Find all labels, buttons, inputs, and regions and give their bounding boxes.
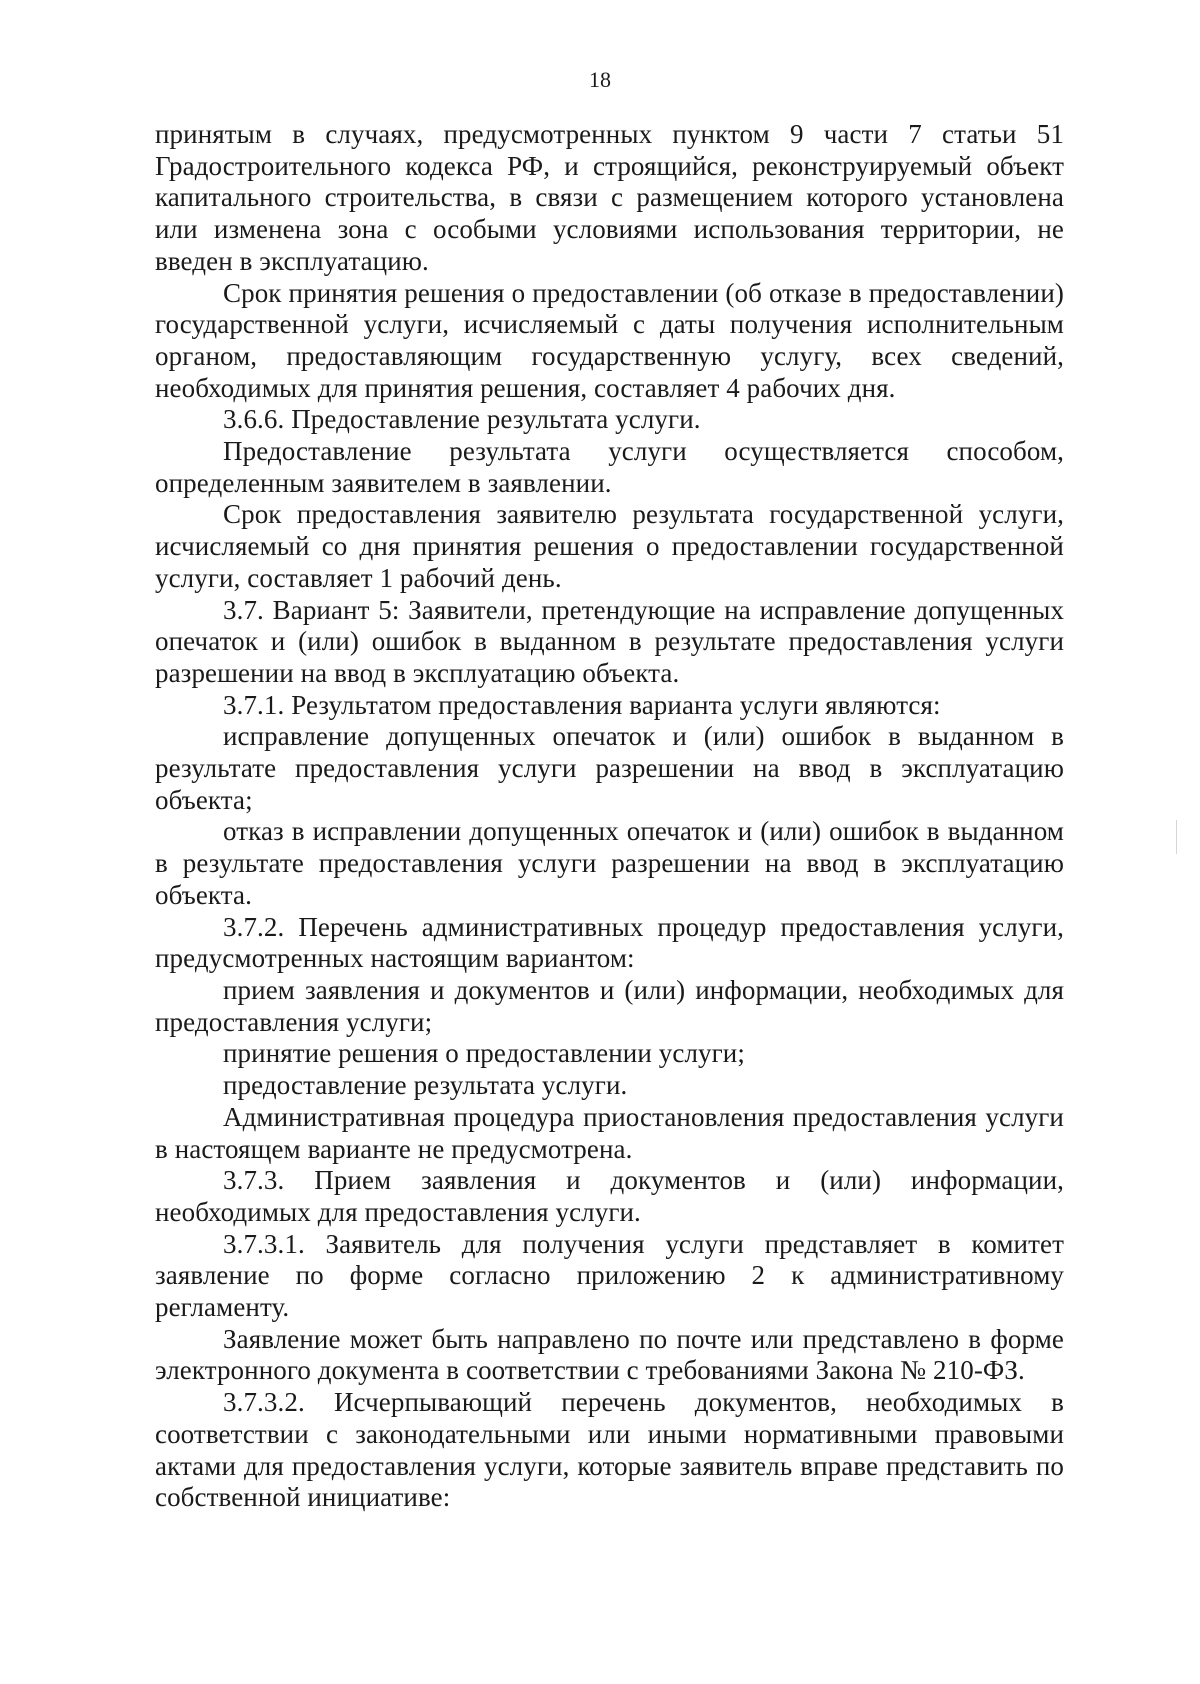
page-number: 18 <box>589 67 611 92</box>
paragraph: 3.7.3.1. Заявитель для получения услуги представляет в комитет заявление по форме согласно приложению 2 к административному регламенту. <box>155 1228 1064 1323</box>
paragraph: 3.7.1. Результатом предоставления варианта услуги являются: <box>223 689 941 720</box>
section-heading: 3.7. Вариант 5: Заявители, претендующие на исправление допущенных опечаток и (или) ошибок в выданном в результате предоставления услуги разрешении на ввод в эксплуатацию объекта. <box>155 594 1064 688</box>
list-item: прием заявления и документов и (или) информации, необходимых для предоставления услуги; <box>155 974 1064 1037</box>
paragraph: 3.6.6. Предоставление результата услуги. <box>223 404 701 435</box>
paragraph: Заявление может быть направлено по почте или представлено в форме электронного документа в соответствии с требованиями Закона № 210-ФЗ. <box>155 1323 1064 1386</box>
paragraph: Предоставление результата услуги осуществляется способом, определенным заявителем в заявлении. <box>155 436 1064 498</box>
paragraph: 3.7.3.2. Исчерпывающий перечень документов, необходимых в соответствии с законодательными или иными нормативными правовыми актами для предоставления услуги, которые заявитель вправе представить по собственной инициативе: <box>155 1387 1064 1513</box>
paragraph: 3.7.3. Прием заявления и документов и (или) информации, необходимых для предоставления услуги. <box>155 1165 1064 1227</box>
paragraph: 3.7.2. Перечень административных процедур предоставления услуги, предусмотренных настоящим вариантом: <box>155 911 1064 974</box>
paragraph: принятым в случаях, предусмотренных пунктом 9 части 7 статьи 51 Градостроительного кодекса РФ, и строящийся, реконструируемый объект капитального строительства, в связи с размещением которого установлена или изменена зона с особыми условиями использования территории, не введен в эксплуатацию. <box>155 119 1064 276</box>
list-item: принятие решения о предоставлении услуги; <box>223 1038 745 1069</box>
list-item: предоставление результата услуги. <box>223 1070 628 1101</box>
list-item: отказ в исправлении допущенных опечаток и (или) ошибок в выданном в результате предоставления услуги разрешении на ввод в эксплуатацию объекта. <box>155 816 1064 910</box>
paragraph: Административная процедура приостановления предоставления услуги в настоящем варианте не предусмотрена. <box>155 1101 1064 1164</box>
scan-artifact <box>1176 820 1177 854</box>
list-item: исправление допущенных опечаток и (или) ошибок в выданном в результате предоставления услуги разрешении на ввод в эксплуатацию объекта; <box>155 721 1064 815</box>
paragraph: Срок принятия решения о предоставлении (об отказе в предоставлении) государственной услуги, исчисляемый с даты получения исполнительным органом, предоставляющим государственную услугу, всех сведений, необходимых для принятия решения, составляет 4 рабочих дня. <box>155 277 1064 403</box>
paragraph: Срок предоставления заявителю результата государственной услуги, исчисляемый со дня принятия решения о предоставлении государственной услуги, составляет 1 рабочий день. <box>155 499 1064 593</box>
body-text <box>155 119 1064 1514</box>
